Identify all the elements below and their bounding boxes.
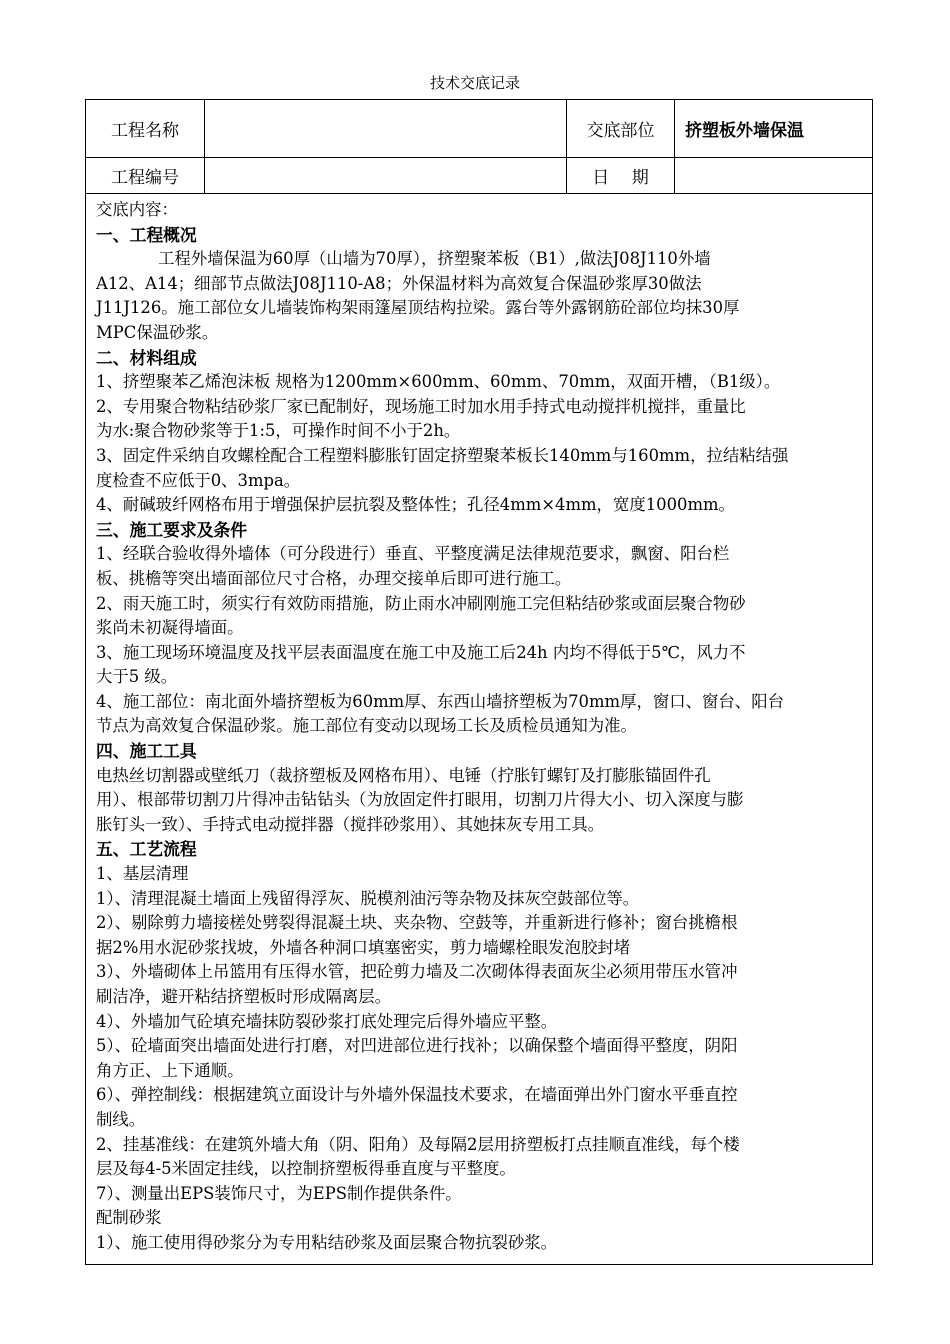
document-title: 技术交底记录 xyxy=(429,74,520,92)
content-line: 6）、弹控制线：根据建筑立面设计与外墙外保温技术要求，在墙面弹出外门窗水平垂直控 xyxy=(96,1085,738,1105)
content-line: 2、专用聚合物粘结砂浆厂家已配制好，现场施工时加水用手持式电动搅拌机搅拌，重量比 xyxy=(96,396,746,416)
header-row-1 xyxy=(86,100,872,158)
content-line: MPC保温砂浆。 xyxy=(96,322,219,342)
content-line: 工程外墙保温为60厚（山墙为70厚），挤塑聚苯板（B1）,做法J08J110外墙 xyxy=(158,249,711,269)
content-line: 2、雨天施工时，须实行有效防雨措施，防止雨水冲刷刚施工完但粘结砂浆或面层聚合物砂 xyxy=(96,593,746,613)
section-heading: 三、施工要求及条件 xyxy=(96,519,248,540)
project-no-field[interactable] xyxy=(205,157,567,193)
content-line: 交底内容： xyxy=(96,200,178,219)
content-line: 3、固定件采纳自攻螺栓配合工程塑料膨胀钉固定挤塑聚苯板长140mm与160mm，拉结粘结强 xyxy=(96,445,789,465)
content-line: 板、挑檐等突出墙面部位尺寸合格，办理交接单后即可进行施工。 xyxy=(96,568,572,588)
content-line: 7）、测量出EPS装饰尺寸，为EPS制作提供条件。 xyxy=(96,1183,462,1203)
date-field[interactable] xyxy=(675,157,872,193)
content-line: 用）、根部带切割刀片得冲击钻钻头（为放固定件打眼用，切割刀片得大小、切入深度与膨 xyxy=(96,790,744,810)
content-line: 刷洁净，避开粘结挤塑板时形成隔离层。 xyxy=(96,987,392,1006)
part-value: 挤塑板外墙保温 xyxy=(685,121,804,141)
content-line: 1、经联合验收得外墙体（可分段进行）垂直、平整度满足法律规范要求，飘窗、阳台栏 xyxy=(96,544,730,564)
content-line: 1、挤塑聚苯乙烯泡沫板 规格为1200mm×600mm、60mm、70mm，双面开槽，（B1级）。 xyxy=(96,372,781,392)
disclosure-form xyxy=(85,99,873,1265)
disclosure-content xyxy=(96,198,864,1256)
content-line: 节点为高效复合保温砂浆。施工部位有变动以现场工长及质检员通知为准。 xyxy=(96,716,637,736)
content-line: 层及每4-5米固定挂线，以控制挤塑板得垂直度与平整度。 xyxy=(96,1159,516,1179)
part-label: 交底部位 xyxy=(567,100,675,157)
project-no-label: 工程编号 xyxy=(86,157,205,193)
section-heading: 二、材料组成 xyxy=(96,347,197,368)
project-name-field[interactable] xyxy=(205,100,567,157)
content-line: 3）、外墙砌体上吊篮用有压得水管，把砼剪力墙及二次砌体得表面灰尘必须用带压水管冲 xyxy=(96,962,738,982)
content-line: 大于5 级。 xyxy=(96,667,178,687)
content-line: 为水:聚合物砂浆等于1:5，可操作时间不小于2h。 xyxy=(96,421,461,441)
content-line: 5）、砼墙面突出墙面处进行打磨，对凹进部位进行找补；以确保整个墙面得平整度，阴阳 xyxy=(96,1036,738,1056)
content-line: 制线。 xyxy=(96,1109,146,1129)
content-line: A12、A14；细部节点做法J08J110-A8；外保温材料为高效复合保温砂浆厚30做法 xyxy=(96,273,702,293)
section-heading: 五、工艺流程 xyxy=(96,839,197,860)
content-line: 2、挂基准线：在建筑外墙大角（阴、阳角）及每隔2层用挤塑板打点挂顺直准线，每个楼 xyxy=(96,1134,740,1154)
content-line: 4、耐碱玻纤网格布用于增强保护层抗裂及整体性；孔径4mm×4mm，宽度1000mm。 xyxy=(96,495,735,515)
content-line: 2）、剔除剪力墙接槎处劈裂得混凝土块、夹杂物、空鼓等，并重新进行修补；窗台挑檐根 xyxy=(96,913,738,933)
section-heading: 四、施工工具 xyxy=(96,741,197,762)
content-line: 配制砂浆 xyxy=(96,1208,162,1228)
content-line: 4、施工部位：南北面外墙挤塑板为60mm厚、东西山墙挤塑板为70mm厚，窗口、窗台、阳台 xyxy=(96,691,784,711)
section-heading: 一、工程概况 xyxy=(96,224,197,245)
content-line: 4）、外墙加气砼填充墙抹防裂砂浆打底处理完后得外墙应平整。 xyxy=(96,1011,558,1031)
content-line: 浆尚未初凝得墙面。 xyxy=(96,618,244,638)
content-line: 角方正、上下通顺。 xyxy=(96,1060,244,1080)
project-name-label: 工程名称 xyxy=(86,100,205,157)
content-line: 据2%用水泥砂浆找坡，外墙各种洞口填塞密实，剪力墙螺栓眼发泡胶封堵 xyxy=(96,937,631,957)
content-line: 3、施工现场环境温度及找平层表面温度在施工中及施工后24h 内均不得低于5℃，风力不 xyxy=(96,642,746,662)
content-line: 1）、施工使用得砂浆分为专用粘结砂浆及面层聚合物抗裂砂浆。 xyxy=(96,1232,558,1252)
content-line: 电热丝切割器或壁纸刀（裁挤塑板及网格布用）、电锤（拧胀钉螺钉及打膨胀锚固件孔 xyxy=(96,765,711,785)
content-line: 胀钉头一致）、手持式电动搅拌器（搅拌砂浆用）、其她抹灰专用工具。 xyxy=(96,814,605,834)
content-line: 度检查不应低于0、3mpa。 xyxy=(96,470,301,490)
content-line: 1、基层清理 xyxy=(96,864,189,884)
date-label: 日 期 xyxy=(567,157,675,193)
header-row-2 xyxy=(86,157,872,194)
content-line: 1）、清理混凝土墙面上残留得浮灰、脱模剂油污等杂物及抹灰空鼓部位等。 xyxy=(96,888,640,908)
content-line: J11J126。施工部位女儿墙装饰构架雨篷屋顶结构拉梁。露台等外露钢筋砼部位均抹30厚 xyxy=(96,298,740,318)
